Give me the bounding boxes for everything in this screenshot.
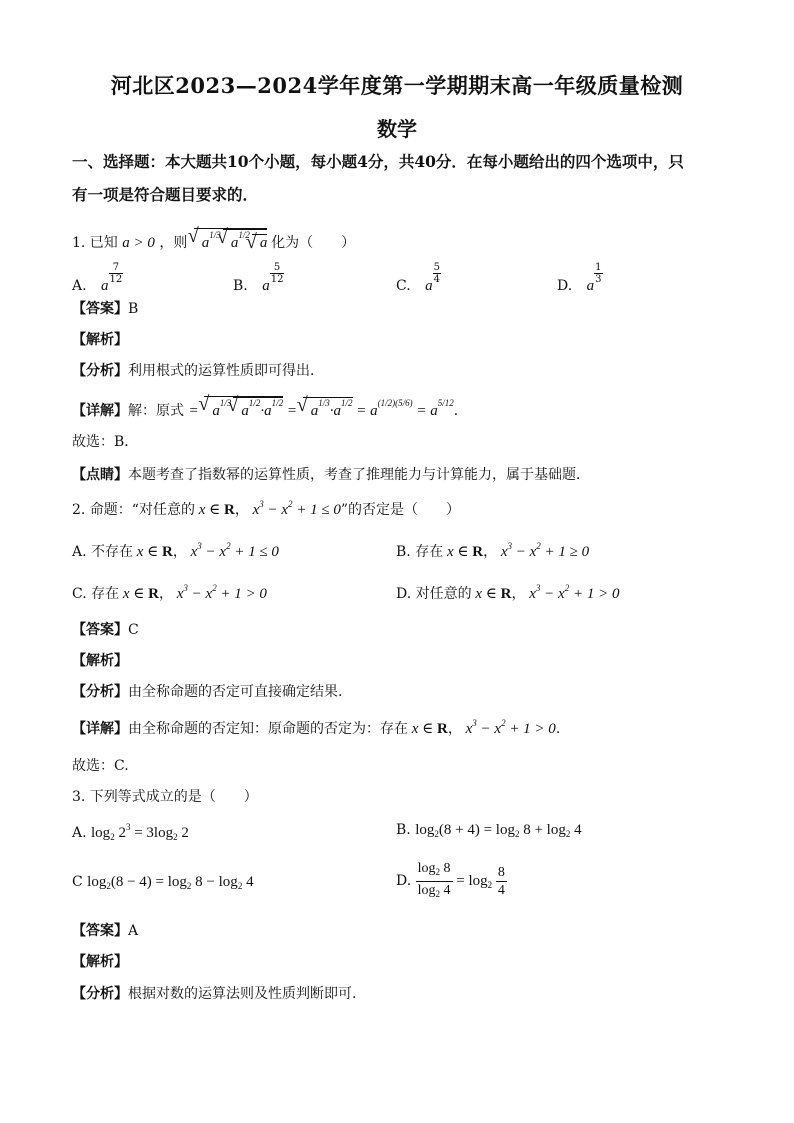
q2-option-c: C. 存在 x ∈ R， $x^3 - x^2 + 1 > 0$ xyxy=(72,583,267,602)
q3-stem: 3. 下列等式成立的是（ ） xyxy=(72,789,258,805)
q2-stem: 2. 命题：“对任意的 x ∈ R， $x^3 - x^2 + 1 \le 0$”的否定是（ ） xyxy=(72,499,461,518)
q2-fenxi: 【分析】由全称命题的否定可直接确定结果. xyxy=(72,684,343,700)
q2-xiangjie: 【详解】由全称命题的否定知：原命题的否定为：存在 x ∈ R， $x^3 - x^2 + 1 > 0$. xyxy=(72,718,561,737)
q2-option-a: A. 不存在 x ∈ R， $x^3 - x^2 + 1 \le 0$ xyxy=(72,541,279,560)
q1-conclusion: 故选：B． xyxy=(72,434,139,450)
q1-stem: 1. 已知 a > 0 ，则 √ $a^{1/3}√$ $a^{1/2}√$ a 化为（ ） xyxy=(72,228,355,252)
q1-solution-formula: = √ $a^{1/3}√$ $a^{1/2}\cdot a^{1/2}$ = √ $a^{1/3}\cdot a^{1/2} = a^{(1/2)(5/6)} = a^{5/12}$ xyxy=(188,403,453,419)
q3-option-b: B. $\log_2(8 + 4) = \log_2 8 + \log_2 4$ xyxy=(396,822,582,839)
q2-conclusion: 故选：C. xyxy=(72,758,129,774)
q1-fenxi: 【分析】利用根式的运算性质即可得出． xyxy=(72,363,324,379)
q3-option-a: A. $\log_2 2^3 = 3\log_2$ 2 xyxy=(72,822,189,842)
section-instructions-line2: 有一项是符合题目要求的． xyxy=(72,185,259,204)
q3-option-d: D. $\frac{\log_2 8}{\log_2 4}$ = $\log_2$ $\frac{8}{4}$ xyxy=(396,861,505,899)
q1-radical-expression: √ $a^{1/3}√$ $a^{1/2}√$ a xyxy=(192,235,271,251)
q2-analysis-heading: 【解析】 xyxy=(72,653,128,669)
q1-analysis-heading: 【解析】 xyxy=(72,332,128,348)
q3-fenxi: 【分析】根据对数的运算法则及性质判断即可. xyxy=(72,986,357,1002)
section-instructions-line1: 一、选择题：本大题共10个小题，每小题4分，共40分．在每小题给出的四个选项中，只 xyxy=(72,152,684,171)
q1-dianjing: 【点睛】本题考查了指数幂的运算性质，考查了推理能力与计算能力，属于基础题． xyxy=(72,467,590,483)
q1-condition: a > 0 xyxy=(122,235,155,251)
page-title: 河北区2023—2024学年度第一学期期末高一年级质量检测 xyxy=(110,73,684,98)
q2-option-b: B. 存在 x ∈ R， $x^3 - x^2 + 1 \ge 0$ xyxy=(396,541,590,560)
q2-answer: 【答案】C xyxy=(72,622,139,638)
q3-answer: 【答案】A xyxy=(72,923,139,939)
q1-option-c: C. a $\frac{5}{4}$ xyxy=(396,262,440,294)
q3-analysis-heading: 【解析】 xyxy=(72,954,128,970)
q1-option-a: A. a $\frac{7}{12}$ xyxy=(72,262,123,294)
q1-option-b: B. a $\frac{5}{12}$ xyxy=(233,262,284,294)
q1-answer: 【答案】B xyxy=(72,301,139,317)
q1-xiangjie: 【详解】解：原式 = √ $a^{1/3}√$ $a^{1/2}\cdot a^{1/2}$ = √ $a^{1/3}\cdot a^{1/2} = a^{(1/2)(5/6)} = a^{5/12}$． xyxy=(72,396,468,420)
q3-option-c: C $\log_2(8 - 4) = \log_2 8 - \log_2 4$ xyxy=(72,874,254,891)
q2-option-d: D. 对任意的 x ∈ R， $x^3 - x^2 + 1 > 0$ xyxy=(396,583,620,602)
q1-option-d: D. a $\frac{1}{3}$ xyxy=(557,262,602,294)
subject-title: 数学 xyxy=(377,117,417,141)
